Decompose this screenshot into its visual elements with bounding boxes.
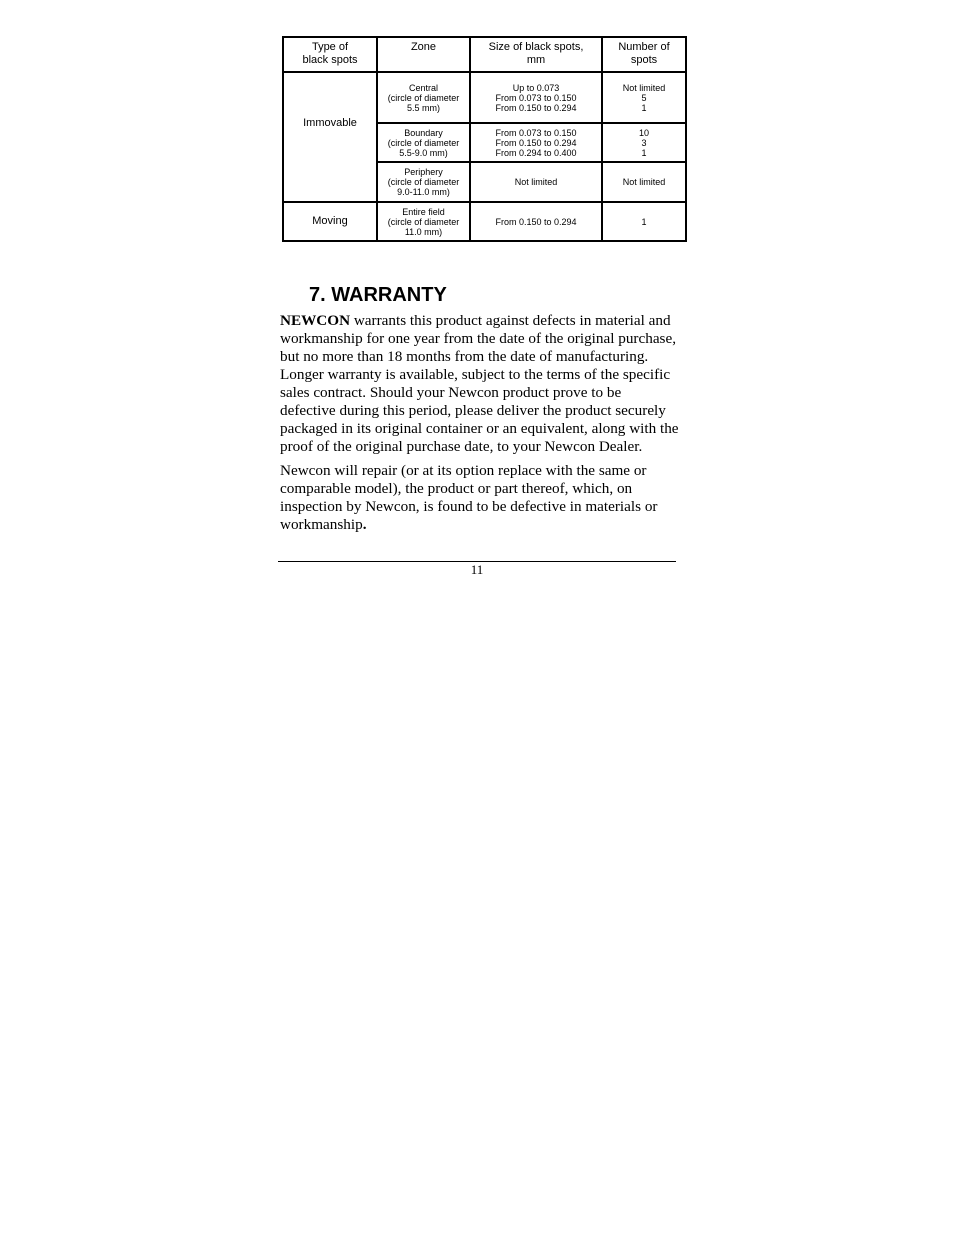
page-number: 11	[470, 562, 484, 577]
size-cell: From 0.073 to 0.150 From 0.150 to 0.294 From 0.294 to 0.400	[470, 123, 602, 162]
header-count: Number of spots	[602, 37, 686, 72]
header-type: Type of black spots	[283, 37, 377, 72]
count-cell: Not limited 5 1	[602, 72, 686, 123]
section-heading: 7. WARRANTY	[309, 284, 447, 306]
count-cell: Not limited	[602, 162, 686, 202]
zone-cell: Boundary (circle of diameter 5.5-9.0 mm)	[377, 123, 470, 162]
count-cell: 10 3 1	[602, 123, 686, 162]
black-spots-table	[282, 36, 687, 242]
paragraph-2-period: .	[362, 516, 367, 533]
warranty-paragraph-2	[280, 462, 680, 534]
table-row	[283, 202, 686, 241]
zone-cell: Entire field (circle of diameter 11.0 mm)	[377, 202, 470, 241]
header-zone: Zone	[377, 37, 470, 72]
header-size: Size of black spots, mm	[470, 37, 602, 72]
warranty-paragraph-1	[280, 312, 680, 456]
warranty-body	[280, 312, 680, 540]
zone-cell: Central (circle of diameter 5.5 mm)	[377, 72, 470, 123]
type-cell-moving: Moving	[283, 202, 377, 241]
table-row	[283, 72, 686, 123]
table-header-row	[283, 37, 686, 72]
zone-cell: Periphery (circle of diameter 9.0-11.0 mm)	[377, 162, 470, 202]
size-cell: Up to 0.073 From 0.073 to 0.150 From 0.150 to 0.294	[470, 72, 602, 123]
size-cell: Not limited	[470, 162, 602, 202]
paragraph-2-text: Newcon will repair (or at its option replace with the same or comparable model), the product or part thereof, which, on inspection by Newcon, is found to be defective in materials or workmanship	[280, 462, 658, 533]
brand-name: NEWCON	[280, 312, 351, 329]
count-cell: 1	[602, 202, 686, 241]
size-cell: From 0.150 to 0.294	[470, 202, 602, 241]
paragraph-1-text: warrants this product against defects in material and workmanship for one year from the date of the original purchase, but no more than 18 months from the date of manufacturing. Longer warranty is available, subject to the terms of the specific sales contract. Should your Newcon product prove to be defective during this period, please deliver the product securely packaged in its original container or an equivalent, along with the proof of the original purchase date, to your Newcon Dealer.	[280, 312, 679, 455]
type-cell-immovable: Immovable	[283, 72, 377, 202]
